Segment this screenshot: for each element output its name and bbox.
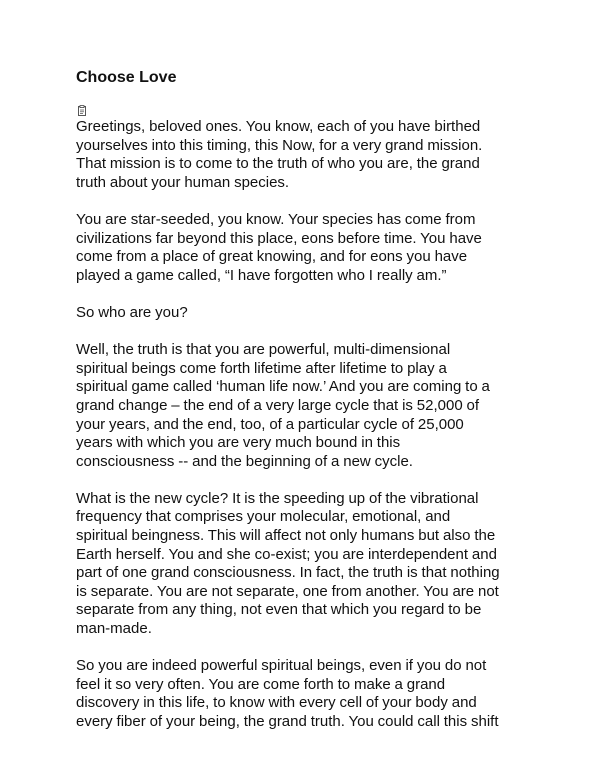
page-title: Choose Love <box>76 69 177 86</box>
paragraph-truth: Well, the truth is that you are powerful, multi-dimensional spiritual beings come forth lifetime after lifetime to play a spiritual game called ‘human life now.’ And you are coming to a grand change – the end of a very large cycle that is 52,000 of your years, and the end, too, of a particular cycle of 25,000 years with which you are very much bound in this consciousness -- and the beginning of a new cycle. <box>76 341 490 470</box>
small-document-icon <box>76 105 88 117</box>
paragraph-star-seeded: You are star-seeded, you know. Your species has come from civilizations far beyond this place, eons before time. You have come from a place of great knowing, and for eons you have played a game called, “I have forgotten who I really am.” <box>76 210 482 284</box>
paragraph-greetings: Greetings, beloved ones. You know, each of you have birthed yourselves into this timing, this Now, for a very grand mission. That mission is to come to the truth of who you are, the grand truth about your human species. <box>76 118 483 191</box>
document-page <box>76 68 546 750</box>
paragraph-question: So who are you? <box>76 303 188 321</box>
paragraph-new-cycle: What is the new cycle? It is the speeding up of the vibrational frequency that comprises your molecular, emotional, and spiritual beingness. This will affect not only humans but also the Earth herself. You and she co-exist; you are interdependent and part of one grand consciousness. In fact, the truth is that nothing is separate. You are not separate, one from another. You are not separate from any thing, not even that which you regard to be man-made. <box>76 489 500 638</box>
paragraph-spiritual-beings: So you are indeed powerful spiritual beings, even if you do not feel it so very often. You are come forth to make a grand discovery in this life, to know with every cell of your body and every fiber of your being, the grand truth. You could call this shift <box>76 657 499 730</box>
